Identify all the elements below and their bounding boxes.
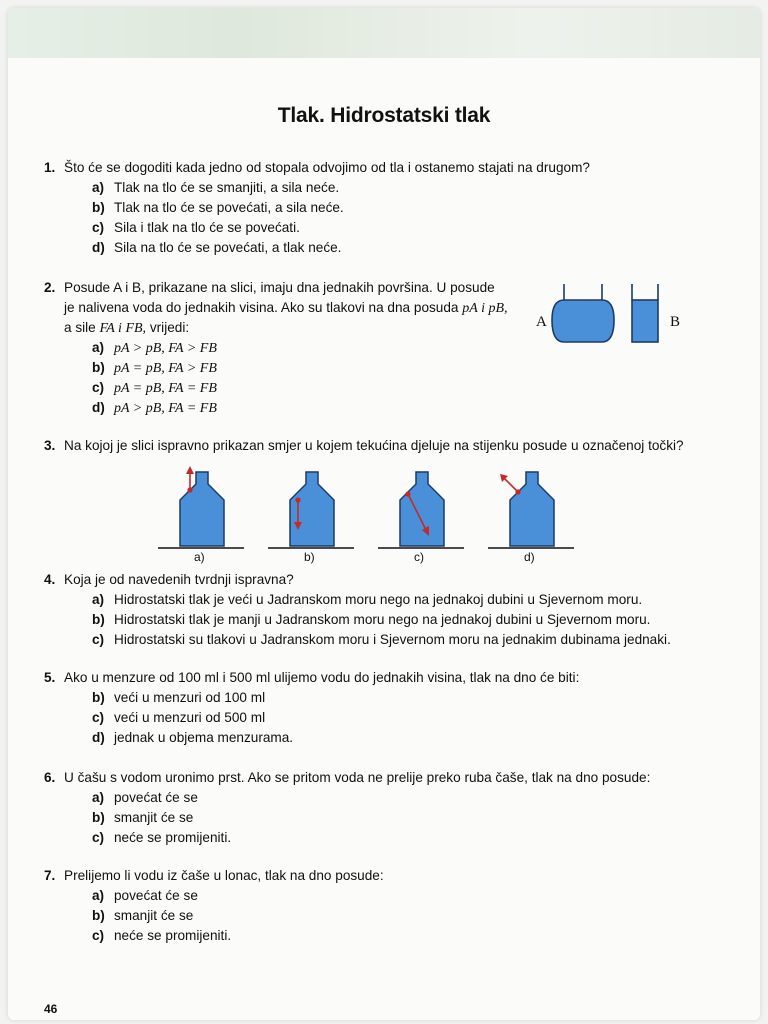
figure-b	[268, 472, 354, 548]
figure-d	[488, 472, 574, 548]
worksheet-page	[8, 8, 760, 1020]
figure-c-label: c)	[414, 550, 424, 564]
option-2a: a) pA > pB, FA > FB	[92, 340, 217, 356]
figure-b-label: b)	[304, 550, 315, 564]
figure-c	[378, 472, 464, 548]
option-5d: d) jednak u objema menzurama.	[92, 730, 294, 745]
question-number: 1.	[44, 160, 56, 175]
option-1d: d) Sila na tlo će se povećati, a tlak neće.	[92, 240, 342, 255]
option-4a: a) Hidrostatski tlak je veći u Jadranskom moru nego na jednakoj dubini u Sjevernom moru.	[92, 592, 643, 607]
figure-d-label: d)	[524, 550, 535, 564]
vessels-figure	[548, 280, 668, 352]
page-number: 46	[44, 1002, 58, 1016]
question-number: 6.	[44, 770, 56, 785]
option-7c: c) neće se promijeniti.	[92, 928, 232, 943]
question-text-line1: Posude A i B, prikazane na slici, imaju dna jednakih površina. U posude	[64, 280, 495, 295]
figure-a	[158, 466, 244, 548]
option-6c: c) neće se promijeniti.	[92, 830, 232, 845]
question-number: 4.	[44, 572, 56, 587]
option-2d: d) pA > pB, FA = FB	[92, 400, 217, 416]
question-2-line3: a sile FA i FB, vrijedi:	[64, 320, 190, 336]
option-5c: c) veći u menzuri od 500 ml	[92, 710, 266, 725]
option-7a: a) povećat će se	[92, 888, 198, 903]
pressure-direction-figures	[158, 460, 598, 556]
question-text: Ako u menzure od 100 ml i 500 ml ulijemo vodu do jednakih visina, tlak na dno će biti:	[64, 670, 580, 685]
question-number: 3.	[44, 438, 56, 453]
question-text: Prelijemo li vodu iz čaše u lonac, tlak na dno posude:	[64, 868, 384, 883]
option-4c: c) Hidrostatski su tlakovi u Jadranskom moru i Sjevernom moru na jednakim dubinama jednaki.	[92, 632, 671, 647]
question-text: Što će se dogoditi kada jedno od stopala odvojimo od tla i ostanemo stajati na drugom?	[64, 160, 590, 175]
question-text: Koja je od navedenih tvrdnji ispravna?	[64, 572, 294, 587]
option-6b: b) smanjit će se	[92, 810, 194, 825]
header-band	[8, 8, 760, 58]
question-2-line2: je nalivena voda do jednakih visina. Ako su tlakovi na dna posuda pA i pB,	[64, 300, 508, 316]
question-text: Na kojoj je slici ispravno prikazan smjer u kojem tekućina djeluje na stijenku posude u označenoj točki?	[64, 438, 684, 453]
page-title: Tlak. Hidrostatski tlak	[277, 104, 491, 127]
vessel-b	[632, 284, 658, 342]
question-number: 5.	[44, 670, 56, 685]
vessel-a	[552, 284, 614, 342]
option-2b: b) pA = pB, FA > FB	[92, 360, 217, 376]
figure-a-label: a)	[194, 550, 205, 564]
option-1a: a) Tlak na tlo će se smanjiti, a sila neće.	[92, 180, 340, 195]
option-5b: b) veći u menzuri od 100 ml	[92, 690, 266, 705]
question-text: U čašu s vodom uronimo prst. Ako se pritom voda ne prelije preko ruba čaše, tlak na dno posude:	[64, 770, 651, 785]
option-1b: b) Tlak na tlo će se povećati, a sila neće.	[92, 200, 344, 215]
option-2c: c) pA = pB, FA = FB	[92, 380, 217, 396]
vessel-b-label: B	[670, 314, 681, 330]
option-4b: b) Hidrostatski tlak je manji u Jadranskom moru nego na jednakoj dubini u Sjevernom moru.	[92, 612, 651, 627]
option-7b: b) smanjit će se	[92, 908, 194, 923]
option-1c: c) Sila i tlak na tlo će se povećati.	[92, 220, 300, 235]
vessel-a-label: A	[536, 314, 547, 330]
option-6a: a) povećat će se	[92, 790, 198, 805]
question-number: 7.	[44, 868, 56, 883]
question-number: 2.	[44, 280, 56, 295]
